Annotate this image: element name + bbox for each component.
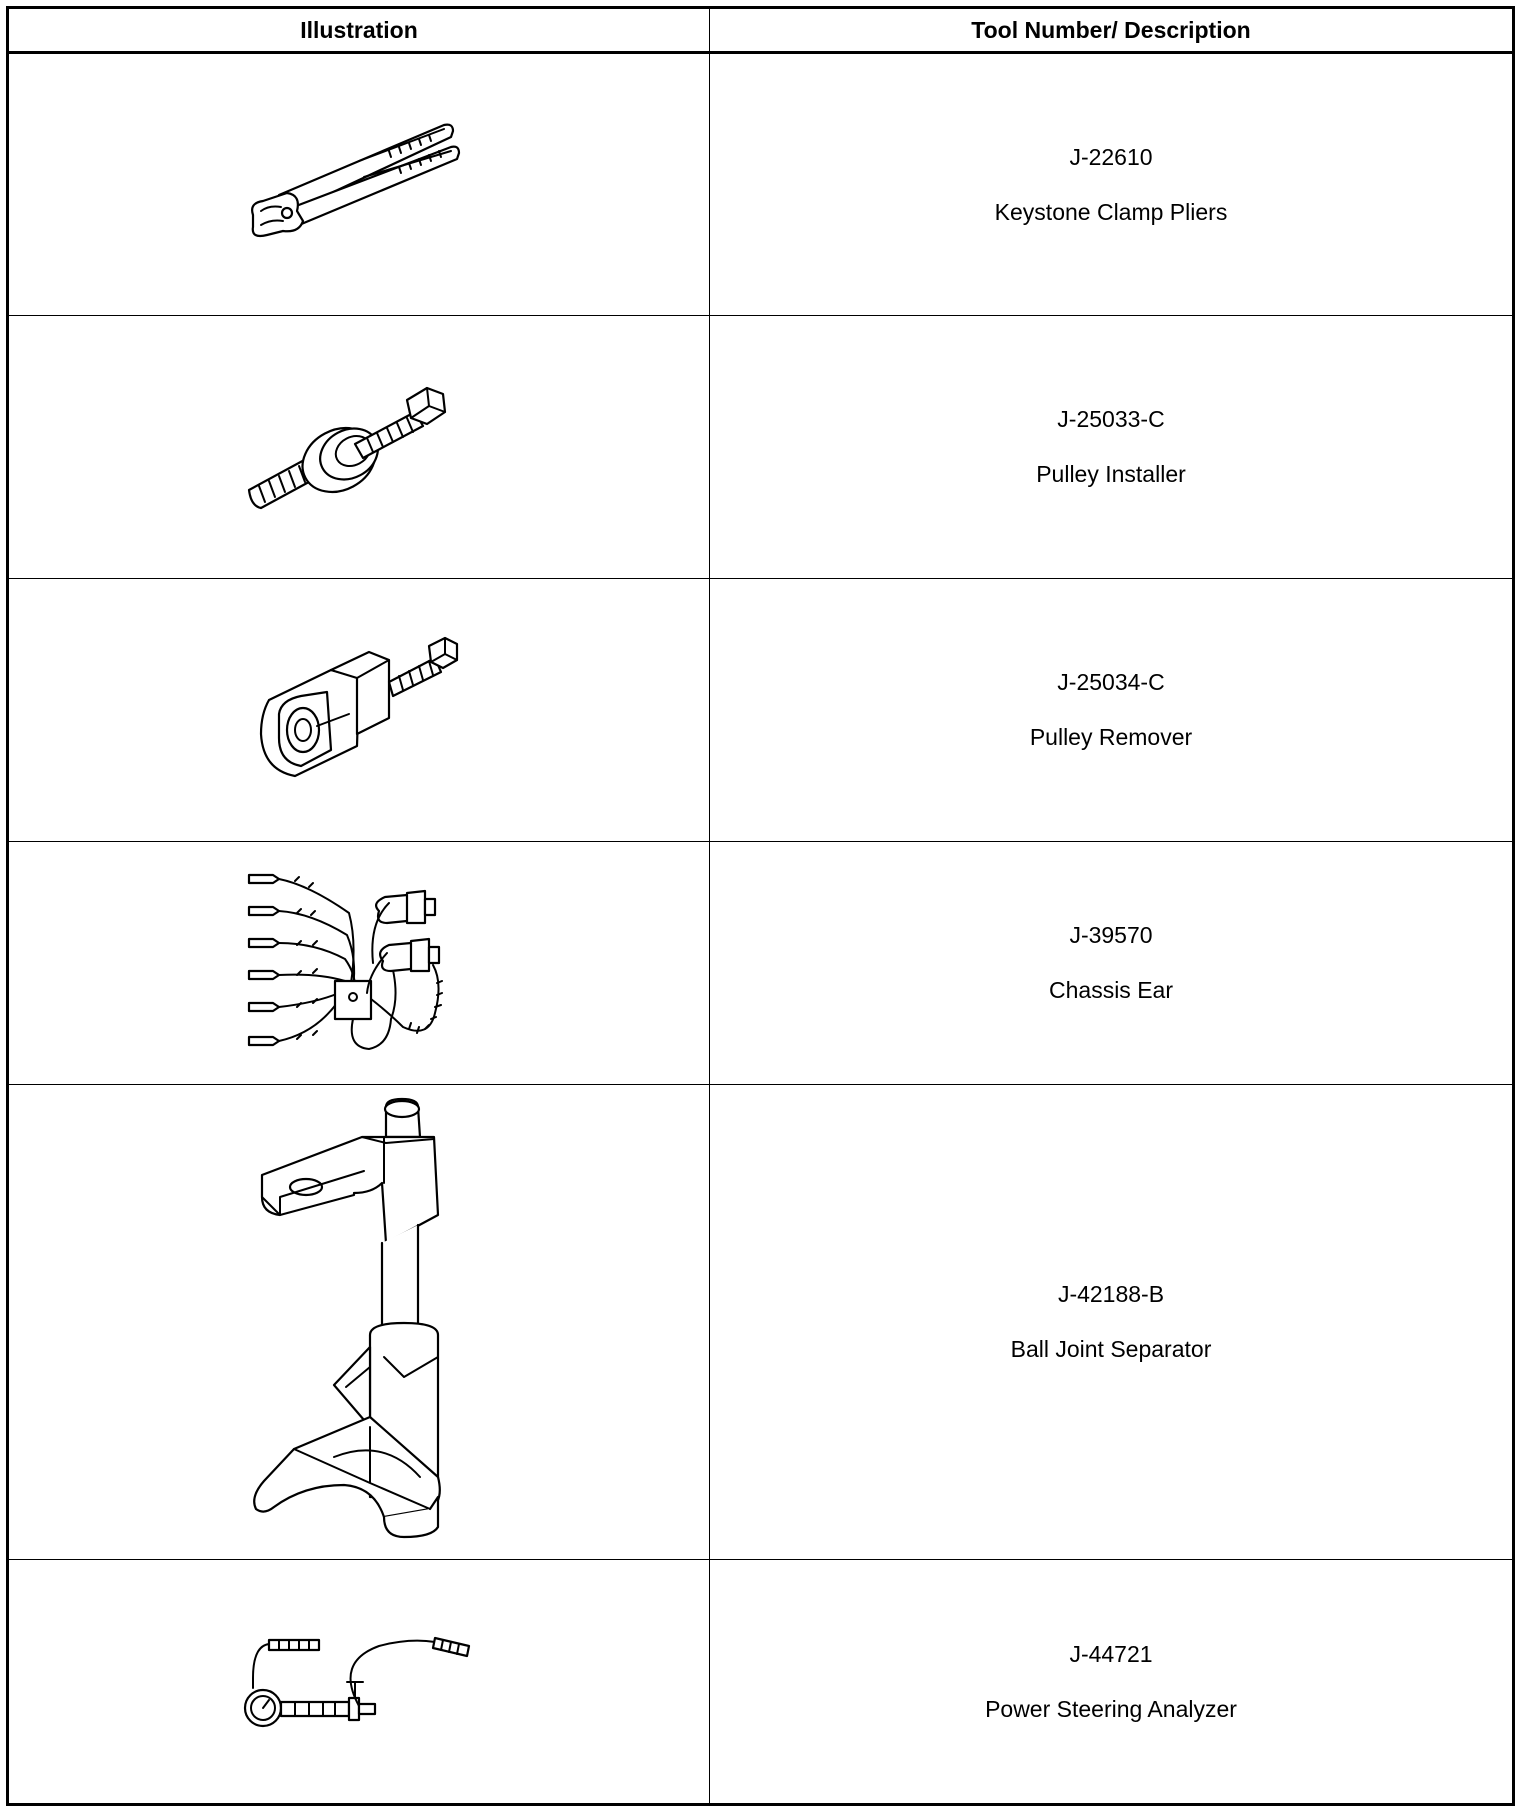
- table-row: [8, 579, 1514, 842]
- pulley-remover-icon: [239, 630, 479, 790]
- pulley-installer-icon: [239, 372, 479, 522]
- table-row: [8, 1560, 1514, 1805]
- description-cell: [710, 1085, 1514, 1560]
- illustration-cell: [8, 1560, 710, 1805]
- tool-number: J-25034-C: [1057, 669, 1165, 695]
- tool-name: Pulley Remover: [1029, 724, 1193, 750]
- tool-name: Pulley Installer: [1036, 461, 1186, 487]
- illustration-cell: [8, 316, 710, 579]
- header-row: [8, 8, 1514, 53]
- illustration-cell: [8, 53, 710, 316]
- tool-number: J-25033-C: [1057, 406, 1165, 432]
- tool-number: J-44721: [1069, 1640, 1153, 1667]
- table-row: [8, 53, 1514, 316]
- illustration-cell: [8, 1085, 710, 1560]
- tool-name: Keystone Clamp Pliers: [994, 198, 1228, 225]
- special-tools-table: [6, 6, 1515, 1806]
- description-cell: [710, 842, 1514, 1085]
- ball-joint-separator-icon: [234, 1097, 484, 1547]
- description-cell: [710, 579, 1514, 842]
- description-cell: [710, 316, 1514, 579]
- tool-name: Chassis Ear: [1049, 977, 1173, 1003]
- table-row: [8, 1085, 1514, 1560]
- illustration-cell: [8, 842, 710, 1085]
- chassis-ear-icon: [239, 863, 479, 1063]
- description-header: Tool Number/ Description: [710, 8, 1514, 53]
- tool-number: J-42188-B: [1057, 1281, 1165, 1307]
- illustration-cell: [8, 579, 710, 842]
- pressure-gauge-icon: [239, 1622, 479, 1742]
- tool-name: Ball Joint Separator: [1010, 1336, 1212, 1362]
- table-row: [8, 842, 1514, 1085]
- table-row: [8, 316, 1514, 579]
- tool-name: Power Steering Analyzer: [985, 1695, 1237, 1722]
- tool-number: J-39570: [1069, 922, 1153, 948]
- tool-number: J-22610: [1069, 143, 1153, 170]
- description-cell: [710, 53, 1514, 316]
- pliers-icon: [239, 115, 479, 255]
- description-cell: [710, 1560, 1514, 1805]
- illustration-header: Illustration: [8, 8, 710, 53]
